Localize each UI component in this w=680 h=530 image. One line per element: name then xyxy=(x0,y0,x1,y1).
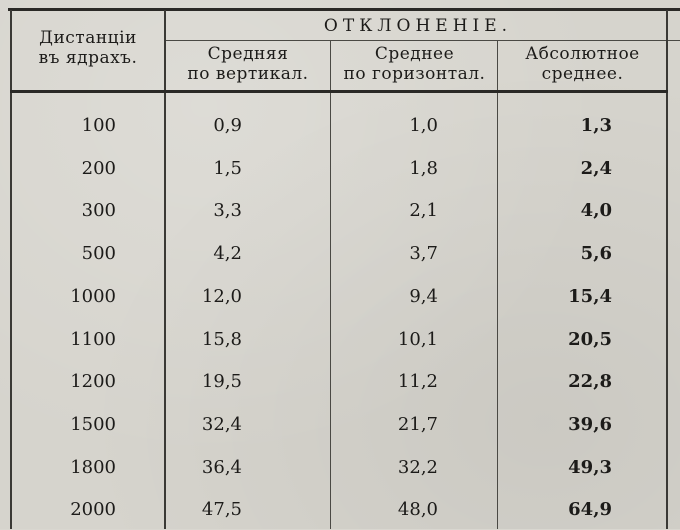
vertical-cell: 1,5 xyxy=(213,158,242,179)
table-row xyxy=(0,234,680,274)
horizontal-header xyxy=(332,44,497,84)
vertical-cell: 32,4 xyxy=(201,414,242,435)
absolute-cell: 49,3 xyxy=(568,457,612,478)
distance-cell: 200 xyxy=(81,158,116,179)
distance-cell: 100 xyxy=(81,115,116,136)
table-row xyxy=(0,362,680,402)
horizontal-header-line2: по горизонтал. xyxy=(343,64,486,84)
distance-cell: 1800 xyxy=(70,457,116,478)
vertical-cell: 0,9 xyxy=(213,115,242,136)
distance-cell: 1500 xyxy=(70,414,116,435)
horizontal-cell: 32,2 xyxy=(397,457,438,478)
vertical-cell: 47,5 xyxy=(201,499,242,520)
vertical-header xyxy=(166,44,330,84)
distance-cell: 1000 xyxy=(70,286,116,307)
vertical-cell: 15,8 xyxy=(201,329,242,350)
absolute-cell: 5,6 xyxy=(580,243,612,264)
horizontal-cell: 3,7 xyxy=(409,243,438,264)
distance-header-line1: Дистанціи xyxy=(39,28,137,48)
table-row xyxy=(0,405,680,445)
header-bottom-rule xyxy=(10,90,668,93)
vertical-cell: 19,5 xyxy=(201,371,242,392)
table-row xyxy=(0,448,680,488)
absolute-cell: 2,4 xyxy=(580,158,612,179)
absolute-cell: 1,3 xyxy=(580,115,612,136)
vertical-cell: 36,4 xyxy=(201,457,242,478)
vertical-cell: 12,0 xyxy=(201,286,242,307)
distance-cell: 2000 xyxy=(70,499,116,520)
distance-cell: 300 xyxy=(81,200,116,221)
deviation-group-header: ОТКЛОНЕНІЕ. xyxy=(323,16,513,36)
vertical-cell: 3,3 xyxy=(213,200,242,221)
distance-cell: 500 xyxy=(81,243,116,264)
horizontal-cell: 10,1 xyxy=(397,329,438,350)
horizontal-header-line1: Среднее xyxy=(374,44,455,64)
vertical-header-line1: Средняя xyxy=(207,44,289,64)
absolute-cell: 64,9 xyxy=(568,499,612,520)
table-row xyxy=(0,106,680,146)
horizontal-cell: 48,0 xyxy=(397,499,438,520)
table-row xyxy=(0,490,680,530)
absolute-cell: 39,6 xyxy=(568,414,612,435)
table-row xyxy=(0,320,680,360)
group-header-rule xyxy=(166,40,680,41)
horizontal-cell: 2,1 xyxy=(409,200,438,221)
distance-header-line2: въ ядрахъ. xyxy=(38,48,138,68)
vertical-header-line2: по вертикал. xyxy=(187,64,309,84)
distance-header xyxy=(14,28,162,68)
absolute-cell: 20,5 xyxy=(568,329,612,350)
table-row xyxy=(0,149,680,189)
horizontal-cell: 21,7 xyxy=(397,414,438,435)
absolute-header xyxy=(499,44,666,84)
horizontal-cell: 11,2 xyxy=(397,371,438,392)
absolute-header-line2: среднее. xyxy=(541,64,624,84)
absolute-cell: 4,0 xyxy=(580,200,612,221)
absolute-header-line1: Абсолютное xyxy=(525,44,640,64)
table-row xyxy=(0,277,680,317)
horizontal-cell: 1,8 xyxy=(409,158,438,179)
absolute-cell: 15,4 xyxy=(568,286,612,307)
vertical-cell: 4,2 xyxy=(213,243,242,264)
horizontal-cell: 1,0 xyxy=(409,115,438,136)
absolute-cell: 22,8 xyxy=(568,371,612,392)
top-rule xyxy=(8,8,680,11)
horizontal-cell: 9,4 xyxy=(409,286,438,307)
distance-cell: 1100 xyxy=(70,329,116,350)
table-row xyxy=(0,191,680,231)
distance-cell: 1200 xyxy=(70,371,116,392)
